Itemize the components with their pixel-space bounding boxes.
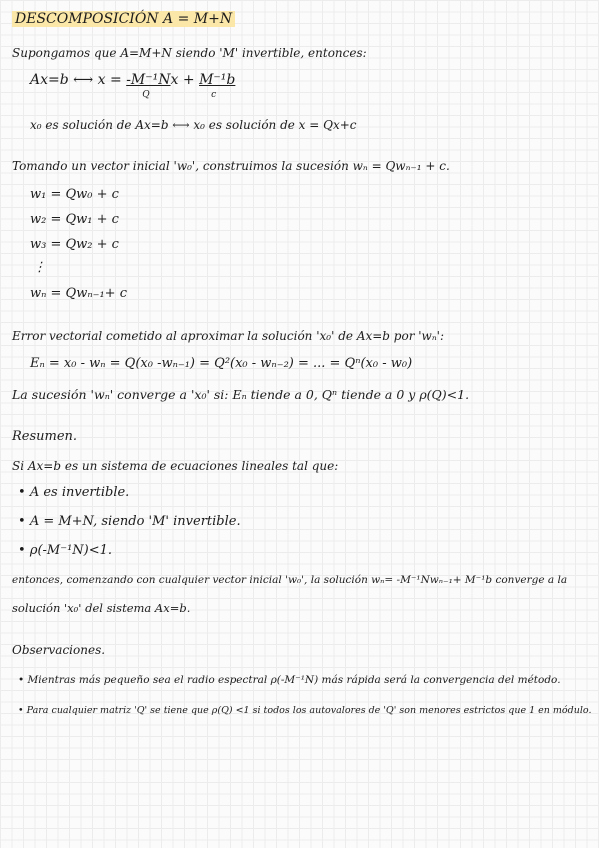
page-title <box>12 11 235 27</box>
summary-item-text: ρ(-M⁻¹N)<1. <box>29 543 113 558</box>
sequence-row-n: wₙ = Qwₙ₋₁+ c <box>30 286 127 301</box>
title-formula: A = M+N <box>163 11 233 27</box>
sequence-row-2: w₂ = Qw₁ + c <box>30 212 119 227</box>
bullet-icon: • <box>18 485 26 500</box>
summary-item-text: A = M+N, siendo 'M' invertible. <box>29 514 241 529</box>
sequence-row-3: w₃ = Qw₂ + c <box>30 237 119 252</box>
q-label: Q <box>142 90 150 100</box>
error-formula: Eₙ = x₀ - wₙ = Q(x₀ -wₙ₋₁) = Q²(x₀ - wₙ₋₂) = ... = Qⁿ(x₀ - w₀) <box>30 356 413 371</box>
observation-item-2 <box>18 703 591 719</box>
bullet-icon: • <box>18 543 26 558</box>
summary-item-1 <box>18 485 129 501</box>
observation-text: Mientras más pequeño sea el radio espectral ρ(-M⁻¹N) más rápida será la convergencia del método. <box>27 674 561 686</box>
q-term-text: -M⁻¹N <box>126 72 171 88</box>
summary-item-text: A es invertible. <box>29 485 130 500</box>
iteration-formula <box>30 72 236 100</box>
bullet-icon: • <box>18 674 25 686</box>
observation-item-1 <box>18 672 561 688</box>
intro-text: Supongamos que A=M+N siendo 'M' invertible, entonces: <box>12 46 367 60</box>
iteration-lhs: Ax=b ⟷ x = <box>30 72 127 88</box>
fixed-point-text: x₀ es solución de Ax=b ⟷ x₀ es solución de x = Qx+c <box>30 118 357 132</box>
heading <box>12 11 235 28</box>
error-intro: Error vectorial cometido al aproximar la solución 'x₀' de Ax=b por 'wₙ': <box>12 329 445 343</box>
observations-title: Observaciones. <box>12 643 106 657</box>
summary-conclusion-1: entonces, comenzando con cualquier vector inicial 'w₀', la solución wₙ= -M⁻¹Nwₙ₋₁+ M⁻¹b converge a la <box>12 574 568 586</box>
summary-intro: Si Ax=b es un sistema de ecuaciones lineales tal que: <box>12 459 339 473</box>
sequence-intro: Tomando un vector inicial 'w₀', construimos la sucesión wₙ = Qwₙ₋₁ + c. <box>12 159 450 173</box>
q-term <box>126 72 171 100</box>
summary-title: Resumen. <box>12 429 78 444</box>
summary-conclusion-2: solución 'x₀' del sistema Ax=b. <box>12 601 191 615</box>
summary-item-3 <box>18 543 112 559</box>
iteration-mid: x + <box>170 72 200 88</box>
observation-text: Para cualquier matriz 'Q' se tiene que ρ(Q) <1 si todos los autovalores de 'Q' son menores estrictos que 1 en módulo. <box>26 705 592 716</box>
bullet-icon: • <box>18 514 26 529</box>
c-label: c <box>211 90 217 100</box>
c-term-text: M⁻¹b <box>199 72 236 88</box>
bullet-icon: • <box>18 705 24 716</box>
title-text: DESCOMPOSICIÓN <box>15 11 159 27</box>
sequence-row-1: w₁ = Qw₀ + c <box>30 187 119 202</box>
summary-item-2 <box>18 514 241 530</box>
convergence-text: La sucesión 'wₙ' converge a 'x₀' si: Eₙ tiende a 0, Qⁿ tiende a 0 y ρ(Q)<1. <box>12 387 470 402</box>
c-term <box>199 72 236 100</box>
sequence-ellipsis: ⋮ <box>33 260 46 275</box>
